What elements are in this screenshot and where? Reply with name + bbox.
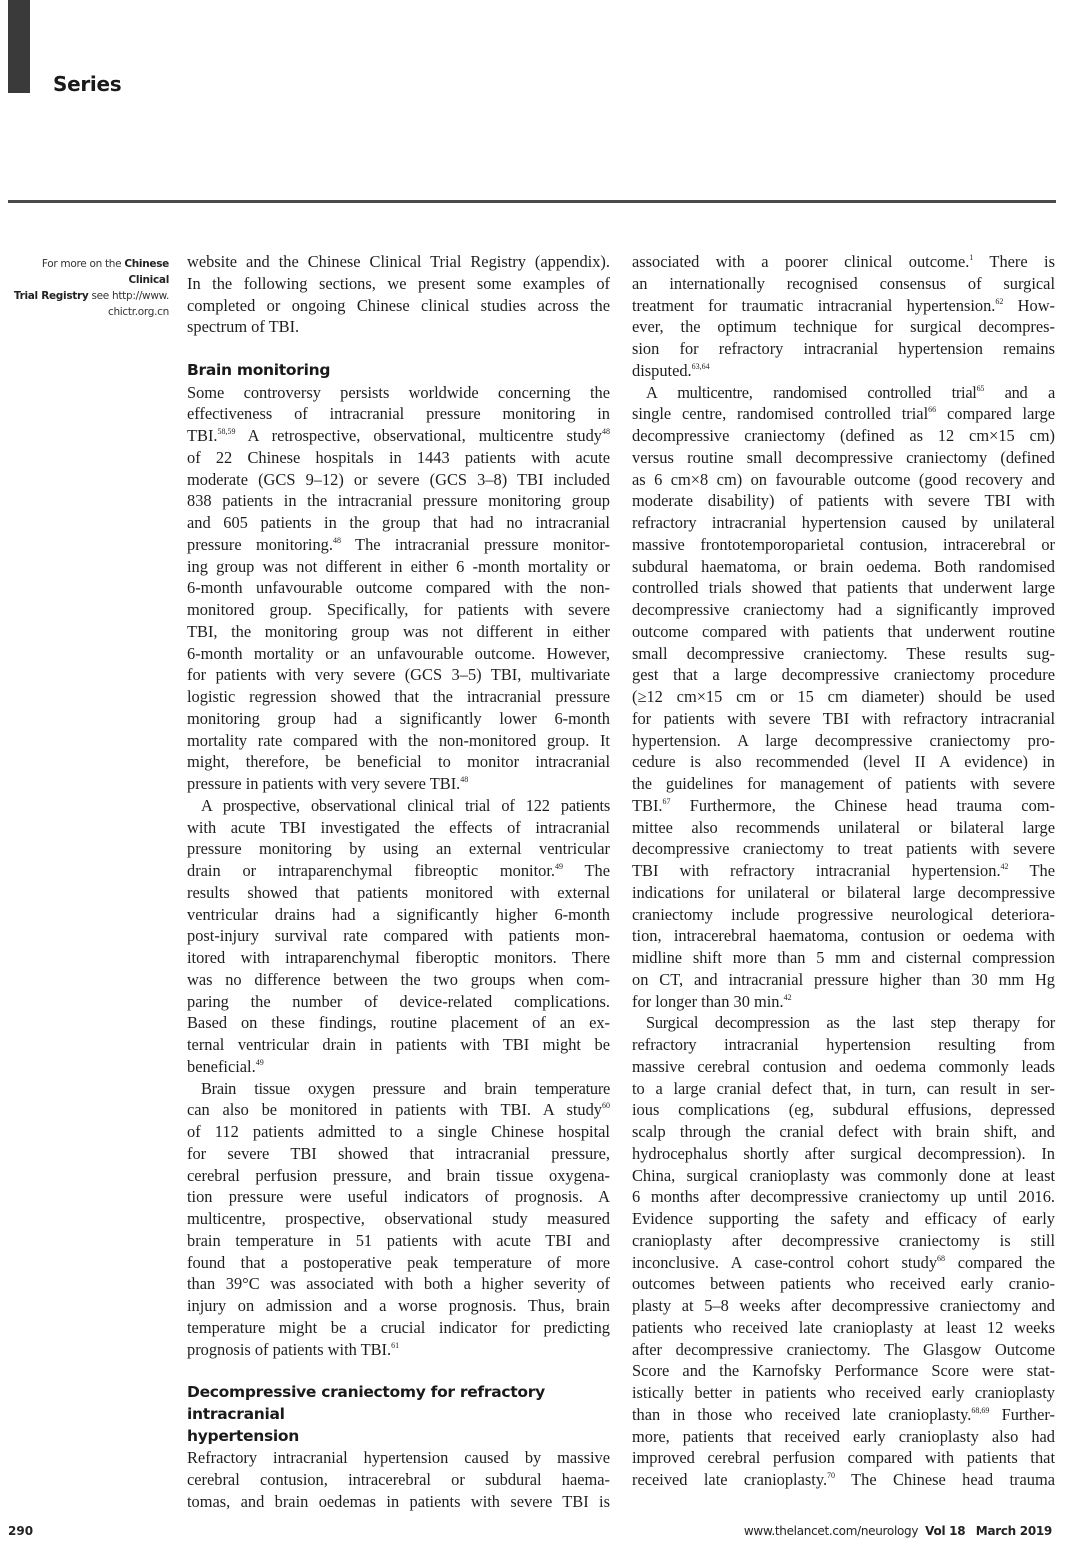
text-line: controlled trials showed that patients that underwent large (632, 578, 1055, 598)
text-line: Score and the Karnofsky Performance Score were stat- (632, 1361, 1055, 1381)
text-line: completed or ongoing Chinese clinical studies across the (187, 295, 610, 315)
text-line: treatment for traumatic intracranial hypertension.$^{62}$ How- (632, 295, 1055, 315)
text-line: associated with a poorer clinical outcome.$^1$ There is (632, 252, 1055, 271)
text-line: In the following sections, we present some examples of (187, 273, 610, 293)
citation-reference[interactable]: 48 (460, 775, 469, 784)
journal-date: March 2019 (975, 1524, 1052, 1538)
text-line: gest that a large decompressive craniectomy procedure (632, 665, 1055, 685)
citation-reference[interactable]: 65 (976, 383, 985, 393)
citation-reference[interactable]: 67 (662, 796, 671, 806)
citation-reference[interactable]: 42 (783, 992, 792, 1002)
text-line: temperature might be a crucial indicator for predicting (187, 1317, 610, 1337)
text-line: pressure monitoring by using an external ventricular (187, 839, 610, 859)
text-line: cranioplasty after decompressive craniectomy is still (632, 1230, 1055, 1250)
text-line: Based on these findings, routine placement of an ex- (187, 1013, 610, 1033)
text-line: istically better in patients who received early cranioplasty (632, 1383, 1055, 1402)
text-line: multicentre, prospective, observational study measured (187, 1209, 610, 1228)
text-line: hydrocephalus shortly after surgical decompression). In (632, 1143, 1055, 1163)
text-line: outcome compared with patients that underwent routine (632, 621, 1055, 641)
journal-url[interactable]: www.thelancet.com/neurology (743, 1524, 919, 1538)
text-line: an internationally recognised consensus of surgical (632, 273, 1055, 293)
text-line: of 112 patients admitted to a single Chinese hospital (187, 1122, 610, 1141)
citation-reference[interactable]: 60 (602, 1101, 610, 1111)
text-line: for longer than 30 min.$^{42}$ (632, 991, 792, 1011)
text-line: monitored group. Specifically, for patients with severe (187, 600, 610, 619)
text-line: massive frontotemporoparietal contusion, intracerebral or (632, 534, 1055, 554)
text-line: refractory intracranial hypertension caused by unilateral (632, 513, 1055, 532)
text-line: improved cerebral perfusion compared with patients that (632, 1448, 1055, 1468)
text-line: more, patients that received early cranioplasty also had (632, 1426, 1055, 1446)
text-line: of 22 Chinese hospitals in 1443 patients with acute (187, 447, 610, 467)
text-line: (≥12 cm×15 cm or 15 cm diameter) should be used (632, 687, 1055, 706)
citation-reference[interactable]: 49 (555, 862, 563, 871)
text-line: Surgical decompression as the last step therapy for (646, 1013, 1055, 1033)
text-line: subdural haematoma, or brain oedema. Both randomised (632, 556, 1055, 576)
citation-reference[interactable]: 1 (969, 253, 974, 262)
text-line: 6-month unfavourable outcome compared with the non- (187, 578, 610, 598)
text-line: ing group was not different in either 6 -month mortality or (187, 556, 610, 576)
text-line: inconclusive. A case-control cohort study$^{68}$ compared the (632, 1252, 1055, 1272)
text-line: Some controversy persists worldwide concerning the (187, 382, 610, 402)
citation-reference[interactable]: 70 (827, 1471, 836, 1480)
text-line: cerebral perfusion pressure, and brain tissue oxygena- (187, 1165, 610, 1185)
text-line: might, therefore, be beneficial to monitor intracranial (187, 752, 610, 772)
journal-volume: Vol 18 (925, 1524, 966, 1538)
text-line: ventricular drains had a significantly higher 6-month (187, 904, 610, 924)
text-line: decompressive craniectomy had a significantly improved (632, 600, 1055, 619)
text-line: found that a postoperative peak temperature of more (187, 1252, 610, 1272)
text-line: 6 months after decompressive craniectomy up until 2016. (632, 1187, 1055, 1207)
citation-reference[interactable]: 49 (255, 1057, 264, 1067)
margin-note-line-2[interactable]: Trial Registry see http://www. (13, 290, 169, 302)
text-line: can also be monitored in patients with TBI. A study$^{60}$ (187, 1100, 610, 1120)
text-line: plasty at 5–8 weeks after decompressive craniectomy and (632, 1296, 1055, 1315)
text-line: spectrum of TBI. (187, 317, 300, 337)
text-line: TBI with refractory intracranial hypertension.$^{42}$ The (632, 861, 1055, 880)
paragraph-gap (187, 338, 610, 360)
text-line: logistic regression showed that the intracranial pressure (187, 687, 610, 706)
text-line: small decompressive craniectomy. These results sug- (632, 643, 1055, 663)
citation-reference[interactable]: 48 (332, 535, 341, 545)
text-line: effectiveness of intracranial pressure monitoring in (187, 404, 610, 424)
series-marker-bar (8, 0, 30, 93)
text-line: injury on admission and a worse prognosis. Thus, brain (187, 1296, 610, 1315)
text-line: and 605 patients in the group that had no intracranial (187, 513, 610, 532)
text-line: versus routine small decompressive craniectomy (defined (632, 447, 1055, 467)
citation-reference[interactable]: 68 (937, 1253, 946, 1263)
citation-reference[interactable]: 42 (1000, 862, 1009, 871)
right-column (632, 251, 1055, 1491)
text-line: 838 patients in the intracranial pressure monitoring group (187, 491, 610, 511)
text-line: Evidence supporting the safety and efficacy of early (632, 1209, 1055, 1228)
text-line: on CT, and intracranial pressure higher than 30 mm Hg (632, 969, 1055, 989)
text-line: for severe TBI showed that intracranial pressure, (187, 1143, 610, 1163)
text-line: 6-month mortality or an unfavourable outcome. However, (187, 643, 610, 663)
text-line: TBI.$^{58,59}$ A retrospective, observational, multicentre study$^{48}$ (187, 426, 610, 445)
text-line: ever, the optimum technique for surgical decompres- (632, 317, 1055, 337)
text-line: website and the Chinese Clinical Trial Registry (appendix). (187, 252, 610, 271)
text-line: cedure is also recommended (level II A evidence) in (632, 752, 1055, 772)
text-line: indications for unilateral or bilateral large decompressive (632, 882, 1055, 902)
citation-reference[interactable]: 62 (995, 296, 1004, 306)
left-column (187, 251, 610, 1513)
text-line: China, surgical cranioplasty was commonly done at least (632, 1165, 1055, 1185)
text-line: pressure in patients with very severe TBI.$^{48}$ (187, 774, 469, 793)
text-line: to a large cranial defect that, in turn, can result in ser- (632, 1078, 1055, 1098)
text-line: prognosis of patients with TBI.$^{61}$ (187, 1339, 400, 1359)
text-line: scalp through the cranial defect with brain shift, and (632, 1122, 1055, 1141)
text-line: mortality rate compared with the non-monitored group. It (187, 730, 610, 750)
text-line: cerebral contusion, intracerebral or subdural haema- (187, 1470, 610, 1489)
header-divider (8, 200, 1056, 203)
text-line: ious complications (eg, subdural effusions, depressed (632, 1100, 1055, 1120)
text-line: tion, intracerebral haematoma, contusion or oedema with (632, 926, 1055, 946)
text-line: Brain tissue oxygen pressure and brain temperature (201, 1078, 610, 1098)
text-line: received late cranioplasty.$^{70}$ The Chinese head trauma (632, 1470, 1055, 1489)
citation-reference[interactable]: 63,64 (691, 361, 710, 371)
paragraph-gap (187, 1360, 610, 1382)
text-line: results showed that patients monitored with external (187, 882, 610, 902)
margin-note-line-1: For more on the Chinese Clinical (41, 258, 169, 286)
text-line: beneficial.$^{49}$ (187, 1056, 264, 1076)
section-label: Series (53, 72, 122, 96)
citation-reference[interactable]: 48 (602, 427, 610, 436)
section-heading: Decompressive craniectomy for refractory intracranial (187, 1383, 545, 1423)
text-line: post-injury survival rate compared with patients mon- (187, 926, 610, 946)
text-line: as 6 cm×8 cm) on favourable outcome (good recovery and (632, 469, 1055, 489)
text-line: TBI.$^{67}$ Furthermore, the Chinese head trauma com- (632, 795, 1055, 815)
text-line: refractory intracranial hypertension resulting from (632, 1035, 1055, 1054)
text-line: for patients with severe TBI with refractory intracranial (632, 708, 1055, 728)
text-line: sion for refractory intracranial hypertension remains (632, 339, 1055, 358)
text-line: paring the number of device-related complications. (187, 991, 610, 1011)
text-line: hypertension. A large decompressive craniectomy pro- (632, 730, 1055, 750)
text-line: ternal ventricular drain in patients with TBI might be (187, 1035, 610, 1054)
text-line: monitoring group had a significantly lower 6-month (187, 708, 610, 728)
text-line: tomas, and brain oedemas in patients with severe TBI is (187, 1491, 610, 1511)
section-heading: Brain monitoring (187, 360, 331, 379)
text-line: than 39°C was associated with both a higher severity of (187, 1274, 610, 1294)
journal-footer (744, 1524, 1052, 1538)
text-line: tion pressure were useful indicators of prognosis. A (187, 1187, 610, 1207)
text-line: with acute TBI investigated the effects of intracranial (187, 817, 610, 837)
page-number: 290 (8, 1524, 34, 1538)
text-line: A multicentre, randomised controlled trial$^{65}$ and a (646, 382, 1055, 402)
margin-note-link[interactable]: chictr.org.cn (107, 306, 169, 318)
text-line: craniectomy include progressive neurological deteriora- (632, 904, 1055, 924)
text-line: A prospective, observational clinical trial of 122 patients (201, 795, 610, 815)
text-line: brain temperature in 51 patients with acute TBI and (187, 1230, 610, 1250)
section-heading: hypertension (187, 1426, 299, 1445)
text-line: itored with intraparenchymal fiberoptic monitors. There (187, 948, 610, 967)
text-line: mittee also recommends unilateral or bilateral large (632, 817, 1055, 837)
text-line: decompressive craniectomy to treat patients with severe (632, 839, 1055, 859)
text-line: was no difference between the two groups when com- (187, 969, 610, 989)
text-line: drain or intraparenchymal fibreoptic monitor.$^{49}$ The (187, 861, 610, 880)
text-line: for patients with very severe (GCS 3–5) TBI, multivariate (187, 665, 610, 685)
text-line: pressure monitoring.$^{48}$ The intracranial pressure monitor- (187, 534, 610, 554)
text-line: midline shift more than 5 mm and cisternal compression (632, 948, 1055, 967)
citation-reference[interactable]: 68,69 (971, 1405, 990, 1415)
citation-reference[interactable]: 61 (391, 1340, 400, 1350)
text-line: moderate disability) of patients with severe TBI with (632, 491, 1055, 511)
text-line: TBI, the monitoring group was not different in either (187, 621, 610, 641)
text-line: massive cerebral contusion and oedema commonly leads (632, 1056, 1055, 1076)
text-line: the guidelines for management of patients with severe (632, 774, 1055, 793)
text-line: moderate (GCS 9–12) or severe (GCS 3–8) TBI included (187, 469, 610, 489)
text-line: single centre, randomised controlled trial$^{66}$ compared large (632, 404, 1055, 424)
citation-reference[interactable]: 58,59 (217, 427, 236, 436)
text-line: decompressive craniectomy (defined as 12 cm×15 cm) (632, 426, 1055, 445)
citation-reference[interactable]: 66 (928, 405, 937, 415)
text-line: outcomes between patients who received early cranio- (632, 1274, 1055, 1294)
text-line: disputed.$^{63,64}$ (632, 360, 710, 380)
text-line: patients who received late cranioplasty at least 12 weeks (632, 1317, 1055, 1337)
text-line: than in those who received late cranioplasty.$^{68,69}$ Further- (632, 1404, 1055, 1424)
margin-note (0, 256, 169, 320)
text-line: after decompressive craniectomy. The Glasgow Outcome (632, 1339, 1055, 1359)
text-line: Refractory intracranial hypertension caused by massive (187, 1448, 610, 1468)
